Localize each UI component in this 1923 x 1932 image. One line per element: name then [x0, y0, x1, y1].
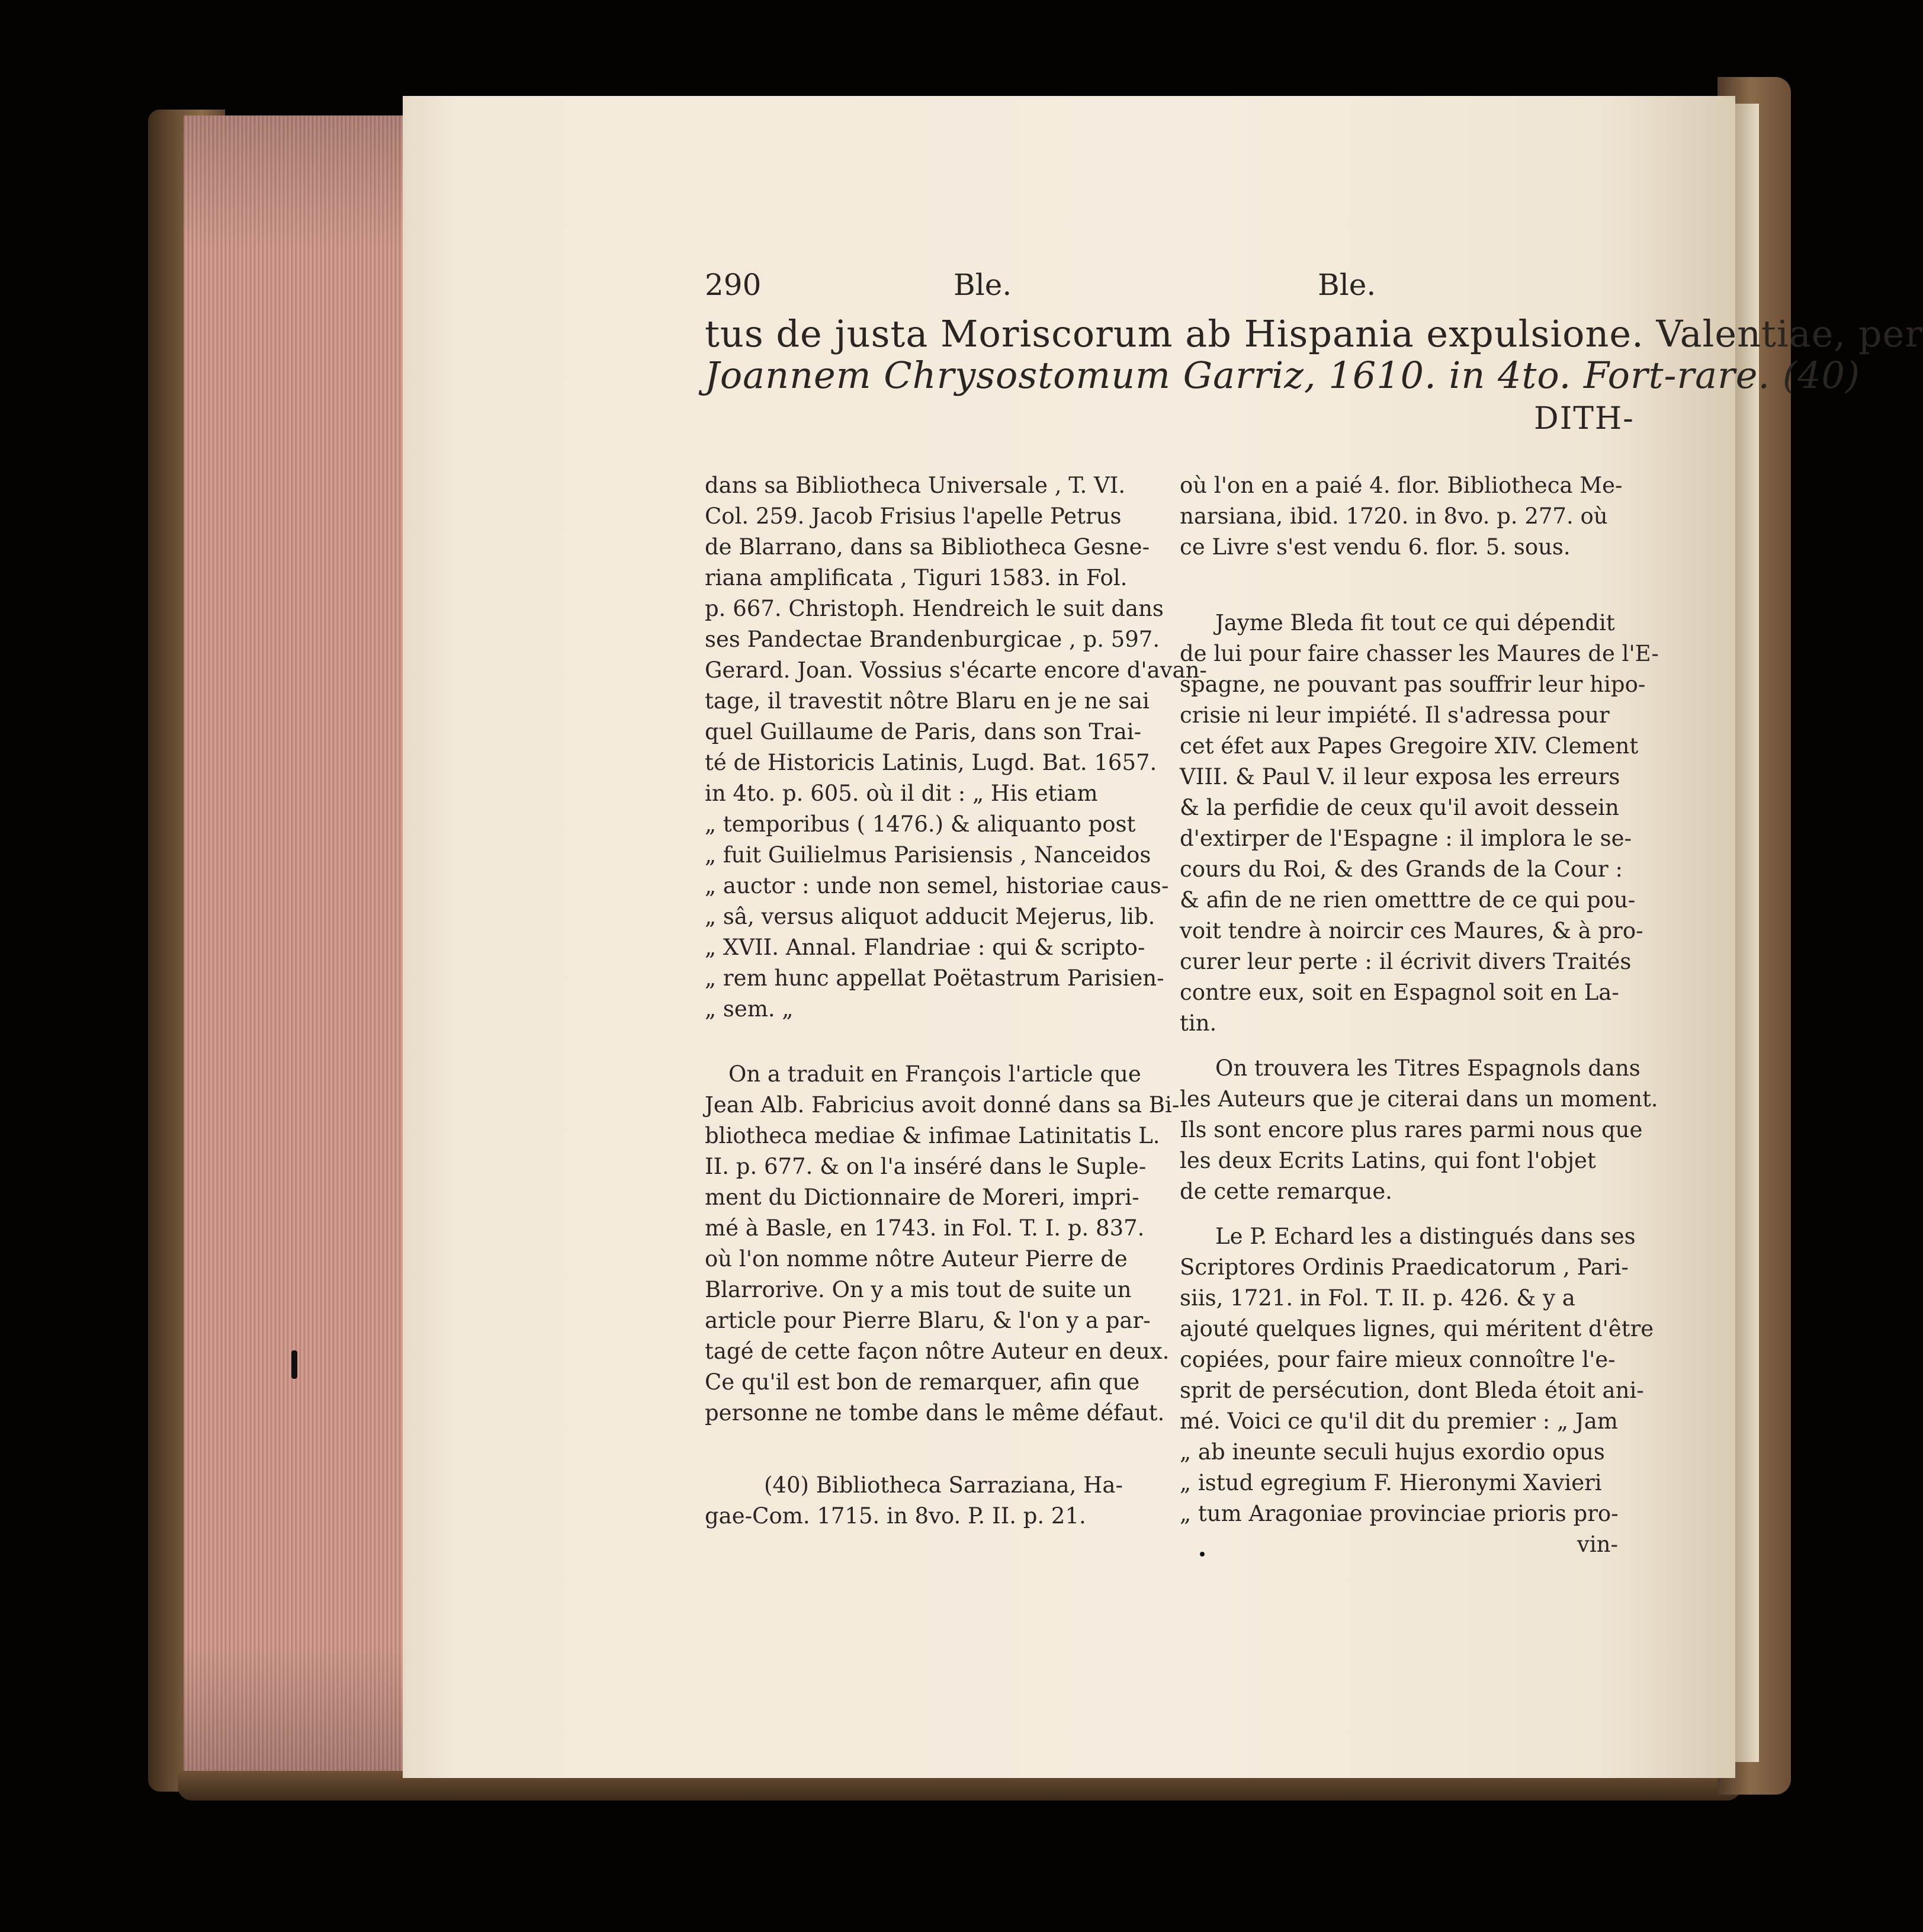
top-line-1: tus de justa Moriscorum ab Hispania expulsione. Valentiae, per: [705, 312, 1923, 355]
ink-mark: [291, 1350, 297, 1379]
text-line: & afin de ne rien ometttre de ce qui pou-: [1180, 887, 1636, 913]
page-edges: [184, 115, 403, 1780]
text-line: de cette remarque.: [1180, 1179, 1392, 1204]
text-line: „ tum Aragoniae provinciae prioris pro-: [1180, 1501, 1619, 1526]
text-line: où l'on en a paié 4. flor. Bibliotheca Me-: [1180, 473, 1623, 498]
catchword-header: DITH-: [1534, 401, 1635, 437]
text-line: de lui pour faire chasser les Maures de l'E-: [1180, 641, 1659, 666]
text-line: dans sa Bibliotheca Universale , T. VI.: [705, 473, 1126, 498]
text-line: Gerard. Joan. Vossius s'écarte encore d'avan-: [705, 657, 1207, 683]
text-line: Jean Alb. Fabricius avoit donné dans sa Bi-: [705, 1092, 1180, 1118]
text-line: curer leur perte : il écrivit divers Traités: [1180, 949, 1632, 974]
text-line: Jayme Bleda fit tout ce qui dépendit: [1215, 610, 1615, 636]
page-number: 290: [705, 268, 762, 302]
text-line: voit tendre à noircir ces Maures, & à pro-: [1180, 918, 1643, 943]
text-line: cet éfet aux Papes Gregoire XIV. Clement: [1180, 733, 1639, 759]
text-line: copiées, pour faire mieux connoître l'e-: [1180, 1347, 1616, 1372]
text-line: „ XVII. Annal. Flandriae : qui & scripto-: [705, 935, 1145, 960]
text-line: où l'on nomme nôtre Auteur Pierre de: [705, 1246, 1128, 1272]
text-line: On a traduit en François l'article que: [728, 1061, 1141, 1087]
text-line: tage, il travestit nôtre Blaru en je ne sai: [705, 688, 1150, 714]
text-line: de Blarrano, dans sa Bibliotheca Gesne-: [705, 534, 1150, 560]
text-line: narsiana, ibid. 1720. in 8vo. p. 277. où: [1180, 503, 1608, 529]
book-page: [403, 96, 1923, 1778]
text-line: cours du Roi, & des Grands de la Cour :: [1180, 856, 1623, 882]
top-line-2: Joannem Chrysostomum Garriz, 1610. in 4to. Fort-rare. (40): [705, 354, 1861, 397]
text-line: „ sâ, versus aliquot adducit Mejerus, lib.: [705, 904, 1155, 929]
text-line: tagé de cette façon nôtre Auteur en deux.: [705, 1339, 1170, 1364]
text-line: crisie ni leur impiété. Il s'adressa pour: [1180, 702, 1610, 728]
text-line: les deux Ecrits Latins, qui font l'objet: [1180, 1148, 1596, 1173]
text-line: Ce qu'il est bon de remarquer, afin que: [705, 1369, 1140, 1395]
text-line: d'extirper de l'Espagne : il implora le se-: [1180, 826, 1632, 851]
text-line: ajouté quelques lignes, qui méritent d'être: [1180, 1316, 1654, 1342]
text-line: On trouvera les Titres Espagnols dans: [1215, 1055, 1641, 1081]
text-line: „ auctor : unde non semel, historiae caus-: [705, 873, 1169, 898]
text-line: „ istud egregium F. Hieronymi Xavieri: [1180, 1470, 1602, 1495]
text-line: Ils sont encore plus rares parmi nous que: [1180, 1117, 1643, 1142]
text-line: riana amplificata , Tiguri 1583. in Fol.: [705, 565, 1128, 590]
text-line: ment du Dictionnaire de Moreri, impri-: [705, 1185, 1139, 1210]
text-line: & la perfidie de ceux qu'il avoit dessein: [1180, 795, 1619, 820]
left-column: [705, 470, 1207, 1532]
text-line: Col. 259. Jacob Frisius l'apelle Petrus: [705, 503, 1122, 529]
text-line: spagne, ne pouvant pas souffrir leur hipo-: [1180, 672, 1646, 697]
text-line: ses Pandectae Brandenburgicae , p. 597.: [705, 627, 1160, 652]
text-line: „ temporibus ( 1476.) & aliquanto post: [705, 811, 1136, 837]
text-line: tin.: [1180, 1010, 1217, 1036]
running-head-left: Ble.: [954, 268, 1012, 302]
text-line: sprit de persécution, dont Bleda étoit ani-: [1180, 1378, 1644, 1403]
text-line: „ sem. „: [705, 996, 794, 1022]
text-line: siis, 1721. in Fol. T. II. p. 426. & y a: [1180, 1285, 1575, 1311]
text-line: quel Guillaume de Paris, dans son Trai-: [705, 719, 1142, 744]
text-line: II. p. 677. & on l'a inséré dans le Suple-: [705, 1154, 1147, 1179]
text-line: VIII. & Paul V. il leur exposa les erreurs: [1180, 764, 1620, 790]
text-line: té de Historicis Latinis, Lugd. Bat. 1657.: [705, 750, 1157, 775]
right-column: [1180, 470, 1659, 1560]
text-line: Scriptores Ordinis Praedicatorum , Pari-: [1180, 1254, 1629, 1280]
catchword-bottom: vin-: [1577, 1532, 1618, 1557]
text-line: Le P. Echard les a distingués dans ses: [1215, 1224, 1636, 1249]
text-line: article pour Pierre Blaru, & l'on y a par-: [705, 1308, 1151, 1333]
text-line: „ fuit Guilielmus Parisiensis , Nanceidos: [705, 842, 1151, 868]
text-line: in 4to. p. 605. où il dit : „ His etiam: [705, 781, 1098, 806]
text-line: „ ab ineunte seculi hujus exordio opus: [1180, 1439, 1605, 1465]
footnote-line: (40) Bibliotheca Sarraziana, Ha-: [764, 1472, 1123, 1498]
text-line: personne ne tombe dans le même défaut.: [705, 1400, 1165, 1426]
ink-dot: [1200, 1552, 1205, 1556]
text-line: p. 667. Christoph. Hendreich le suit dans: [705, 596, 1164, 621]
text-line: Blarrorive. On y a mis tout de suite un: [705, 1277, 1132, 1302]
text-line: les Auteurs que je citerai dans un moment.: [1180, 1086, 1658, 1112]
text-line: mé. Voici ce qu'il dit du premier : „ Jam: [1180, 1408, 1618, 1434]
text-line: ce Livre s'est vendu 6. flor. 5. sous.: [1180, 534, 1571, 560]
text-line: contre eux, soit en Espagnol soit en La-: [1180, 980, 1619, 1005]
text-line: bliotheca mediae & infimae Latinitatis L.: [705, 1123, 1160, 1148]
footnote-line: gae-Com. 1715. in 8vo. P. II. p. 21.: [705, 1503, 1086, 1529]
running-head-right: Ble.: [1318, 268, 1376, 302]
text-line: „ rem hunc appellat Poëtastrum Parisien-: [705, 965, 1164, 991]
text-line: mé à Basle, en 1743. in Fol. T. I. p. 837.: [705, 1215, 1145, 1241]
